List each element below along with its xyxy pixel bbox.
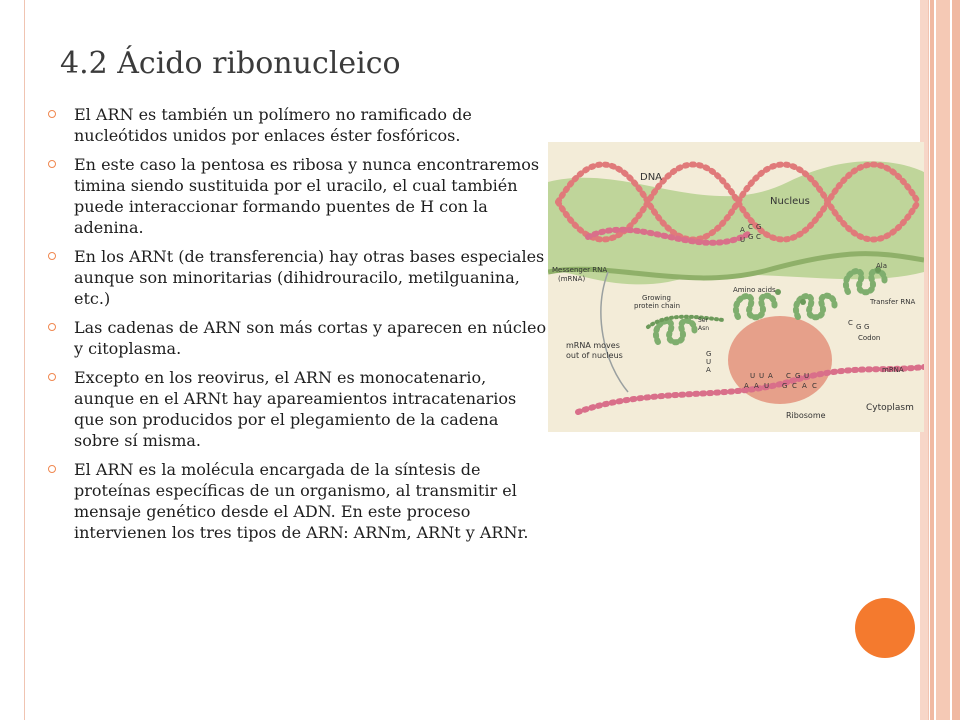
- protein-synthesis-figure: [548, 142, 924, 432]
- protein-synthesis-illustration: [548, 142, 924, 432]
- label-messenger-rna: Messenger RNA: [552, 266, 608, 274]
- base-letter: U: [804, 372, 810, 380]
- base-letter: C: [756, 233, 761, 241]
- base-letter: A: [768, 372, 773, 380]
- label-mrna: mRNA: [882, 366, 904, 374]
- bullet-ring-icon: [48, 323, 56, 331]
- label-transfer-rna: Transfer RNA: [870, 298, 916, 306]
- base-letter: G: [756, 223, 762, 231]
- label-ala: Ala: [876, 262, 888, 270]
- bullet-list: [48, 104, 548, 551]
- bullet-item: [48, 367, 548, 451]
- base-letter: C: [748, 223, 753, 231]
- decorative-stripes: [920, 0, 960, 720]
- base-letter: A: [802, 382, 807, 390]
- base-letter: C: [786, 372, 791, 380]
- amino-acid: [775, 289, 781, 295]
- base-letter: U: [764, 382, 770, 390]
- label-protein-chain: protein chain: [634, 302, 681, 310]
- base-letter: U: [706, 358, 712, 366]
- bullet-ring-icon: [48, 252, 56, 260]
- base-letter: U: [759, 372, 765, 380]
- label-amino-acids: Amino acids: [733, 286, 776, 294]
- label-messenger-rna-abbrev: (mRNA): [558, 275, 586, 283]
- stripe: [936, 0, 950, 720]
- bullet-item: [48, 246, 548, 309]
- base-letter: C: [792, 382, 797, 390]
- bullet-text: En este caso la pentosa es ribosa y nunca encontraremos timina siendo sustituida por el uracilo, el cual también puede interaccionar formando puentes de H con la adenina.: [74, 155, 540, 237]
- base-letter: C: [812, 382, 817, 390]
- base-letter: A: [744, 382, 749, 390]
- base-letter: G: [856, 323, 862, 331]
- bullet-ring-icon: [48, 465, 56, 473]
- amino-acid: [800, 299, 806, 305]
- stripe: [930, 0, 934, 720]
- base-letter: U: [740, 236, 746, 244]
- label-asn: Asn: [698, 325, 710, 332]
- base-letter: U: [750, 372, 756, 380]
- bullet-ring-icon: [48, 373, 56, 381]
- base-letter: G: [864, 323, 870, 331]
- label-cytoplasm: Cytoplasm: [866, 403, 914, 413]
- decorative-circle: [855, 598, 915, 658]
- base-letter: A: [740, 226, 745, 234]
- stripe: [952, 0, 960, 720]
- base-letter: G: [706, 350, 712, 358]
- bullet-text: Las cadenas de ARN son más cortas y aparecen en núcleo y citoplasma.: [74, 318, 547, 358]
- base-letter: A: [754, 382, 759, 390]
- bullet-ring-icon: [48, 160, 56, 168]
- label-nucleus: Nucleus: [770, 196, 810, 207]
- bullet-text: En los ARNt (de transferencia) hay otras bases especiales aunque son minoritarias (dihidrouracilo, metilguanina, etc.): [74, 247, 545, 308]
- label-mrna-moves: mRNA moves: [566, 341, 620, 350]
- base-letter: G: [782, 382, 788, 390]
- base-letter: G: [748, 233, 754, 241]
- label-ribosome: Ribosome: [786, 411, 826, 420]
- base-letter: C: [848, 319, 853, 327]
- slide-title: 4.2 Ácido ribonucleico: [60, 46, 401, 81]
- bullet-text: El ARN es también un polímero no ramificado de nucleótidos unidos por enlaces éster fosfóricos.: [74, 105, 472, 145]
- base-letter: G: [795, 372, 801, 380]
- label-growing: Growing: [642, 294, 671, 302]
- label-dna: DNA: [640, 172, 663, 183]
- label-codon: Codon: [858, 334, 881, 342]
- bullet-ring-icon: [48, 110, 56, 118]
- base-letter: A: [706, 366, 711, 374]
- bullet-item: [48, 104, 548, 146]
- bullet-text: Excepto en los reovirus, el ARN es monocatenario, aunque en el ARNt hay apareamientos intracatenarios que son producidos por el plegamiento de la cadena sobre sí misma.: [74, 368, 517, 450]
- bullet-item: [48, 154, 548, 238]
- bullet-item: [48, 317, 548, 359]
- bullet-text: El ARN es la molécula encargada de la síntesis de proteínas específicas de un organismo, al transmitir el mensaje genético desde el ADN. En este proceso intervienen los tres tipos de ARN: ARNm, ARNt y ARNr.: [74, 460, 529, 542]
- bullet-item: [48, 459, 548, 543]
- label-ser: Ser: [698, 317, 708, 324]
- label-out-of-nucleus: out of nucleus: [566, 351, 623, 360]
